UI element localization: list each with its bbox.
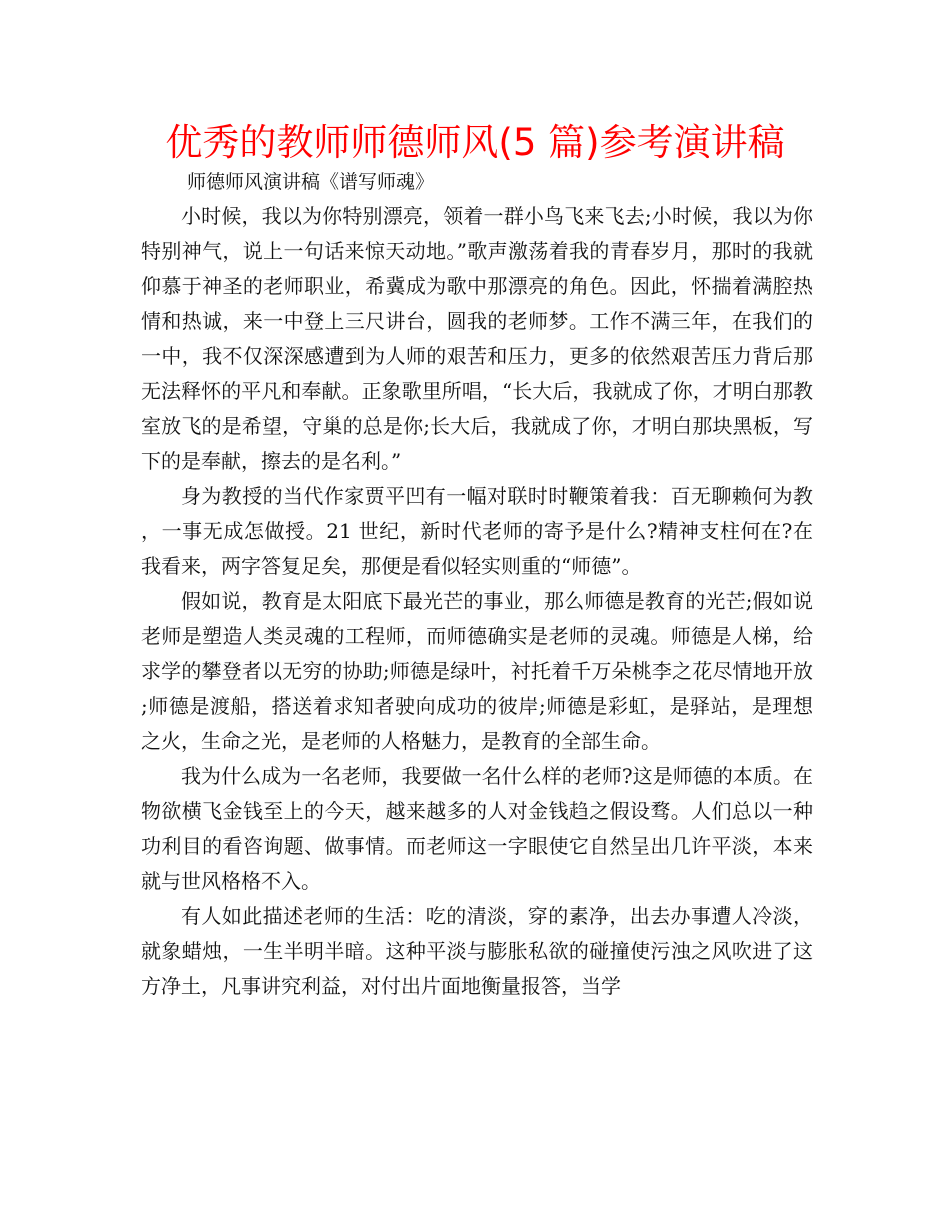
document-title: 优秀的教师师德师风(5 篇)参考演讲稿 [165,121,785,164]
paragraph-1: 小时候，我以为你特别漂亮，领着一群小鸟飞来飞去;小时候，我以为你特别神气，说上一句话来惊天动地。”歌声激荡着我的青春岁月，那时的我就仰慕于神圣的老师职业，希冀成为歌中那漂亮的角色。因此，怀揣着满腔热情和热诚，来一中登上三尺讲台，圆我的老师梦。工作不满三年，在我们的一中，我不仅深深感遭到为人师的艰苦和压力，更多的依然艰苦压力背后那无法释怀的平凡和奉献。正象歌里所唱，“长大后，我就成了你，才明白那教室放飞的是希望，守巢的总是你;长大后，我就成了你，才明白那块黑板，写下的是奉献，擦去的是名利。” [141,204,813,473]
paragraph-4: 我为什么成为一名老师，我要做一名什么样的老师?这是师德的本质。在物欲横飞金钱至上的今天，越来越多的人对金钱趋之假设骛。人们总以一种功利目的看咨询题、做事情。而老师这一字眼使它自然呈出几许平淡，本来就与世风格格不入。 [141,764,813,893]
paragraph-5: 有人如此描述老师的生活：吃的清淡，穿的素净，出去办事遭人冷淡，就象蜡烛，一生半明半暗。这种平淡与膨胀私欲的碰撞使污浊之风吹进了这方净土，凡事讲究利益，对付出片面地衡量报答，当学 [141,904,813,998]
document-body [141,199,813,1004]
document-subtitle: 师德师风演讲稿《谱写师魂》 [187,171,435,193]
paragraph-3: 假如说，教育是太阳底下最光芒的事业，那么师德是教育的光芒;假如说老师是塑造人类灵魂的工程师，而师德确实是老师的灵魂。师德是人梯，给求学的攀登者以无穷的协助;师德是绿叶，衬托着千万朵桃李之花尽情地开放;师德是渡船，搭送着求知者驶向成功的彼岸;师德是彩虹，是驿站，是理想之火，生命之光，是老师的人格魅力，是教育的全部生命。 [141,589,813,753]
paragraph-2: 身为教授的当代作家贾平凹有一幅对联时时鞭策着我：百无聊赖何为教，一事无成怎做授。21 世纪，新时代老师的寄予是什么?精神支柱何在?在我看来，两字答复足矣，那便是看似轻实则重的“师德”。 [141,484,813,578]
